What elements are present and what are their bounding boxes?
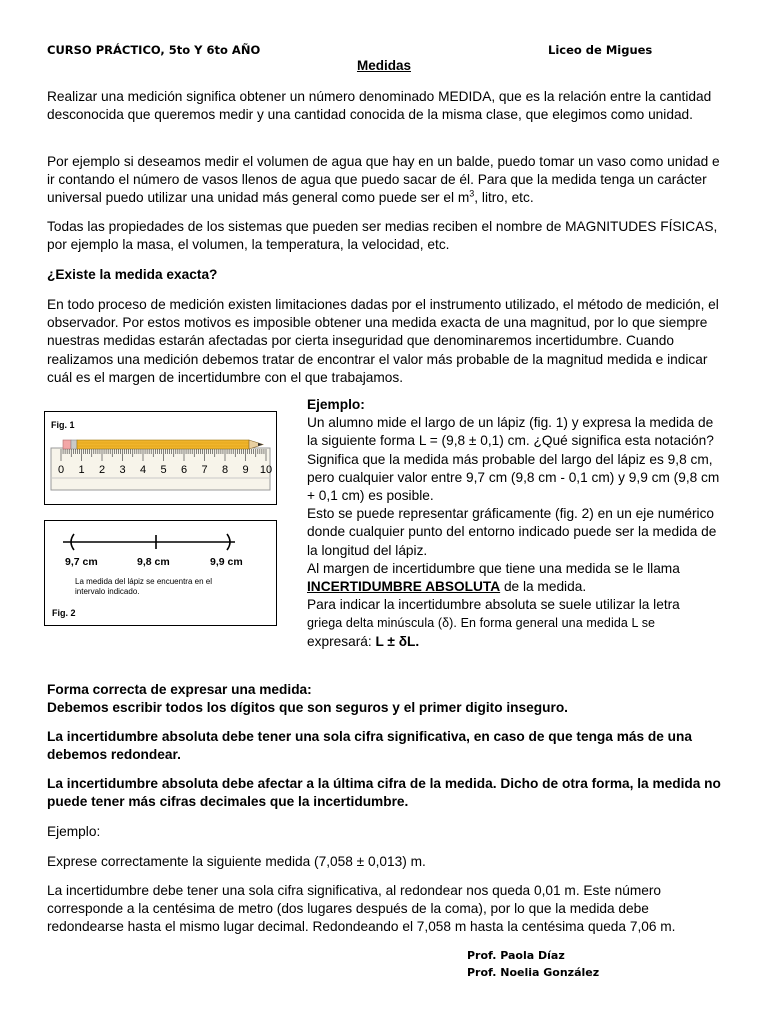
signature-line-1: Prof. Paola Díaz [467,949,565,962]
rule-1-body: Debemos escribir todos los dígitos que son seguros y el primer digito inseguro. [47,700,568,716]
example-heading: Ejemplo: [307,397,365,412]
example-sentence-5-line-3 [307,633,723,651]
ruler-number: 4 [139,464,147,476]
value-lower: 9,7 cm [65,556,98,568]
intro-paragraph-2-end: , litro, etc. [474,190,534,206]
ruler-number: 6 [180,464,188,476]
pencil-icon [63,440,263,449]
example-sentence-4-end: de la medida. [500,579,587,595]
example-sentence-5-text: expresará: [307,633,376,649]
example-sentence-3: Esto se puede representar gráficamente (fig. 2) en un eje numérico donde cualquier punto del entorno indicado puede ser la medida de la longitud del lápiz. [307,506,717,558]
ruler-number: 7 [201,464,208,476]
figure-2 [44,520,277,626]
example-sentence-5-line-2: griega delta minúscula (δ). En forma general una medida L se [307,616,656,631]
rule-2: La incertidumbre absoluta debe tener una sola cifra significativa, en caso de que tenga más de una debemos redondear. [47,729,693,763]
school-header: Liceo de Migues [548,43,653,57]
example-sentence-1: Un alumno mide el largo de un lápiz (fig. 1) y expresa la medida de la siguiente forma L = (9,8 ± 0,1) cm. ¿Qué significa esta notación? [307,415,714,449]
intro-paragraph-3: Todas las propiedades de los sistemas que pueden ser medias reciben el nombre de MAGNITUDES FÍSICAS, por ejemplo la masa, el volumen, la temperatura, la velocidad, etc. [47,219,718,253]
fig2-caption-line-1: La medida del lápiz se encuentra en el [75,577,212,586]
number-line-illustration [45,521,276,625]
signature-block [467,947,599,981]
ruler-number: 1 [78,464,85,476]
ruler-number: 9 [242,464,249,476]
rule-1-title: Forma correcta de expresar una medida: [47,682,312,697]
ruler-illustration [45,412,276,504]
example-sentence-2: Significa que la medida más probable del largo del lápiz es 9,8 cm, pero cualquier valor entre 9,7 cm (9,8 cm - 0,1 cm) y 9,9 cm (9,8 cm + 0,1 cm) es posible. [307,451,720,504]
value-upper: 9,9 cm [210,556,243,568]
ruler-number: 2 [98,464,106,476]
incertidumbre-absoluta-term: INCERTIDUMBRE ABSOLUTA [307,579,501,595]
page-title: Medidas [356,58,411,73]
figure-1 [44,411,277,505]
exact-heading: ¿Existe la medida exacta? [47,267,218,282]
fig2-label: Fig. 2 [52,608,76,618]
exact-paragraph: En todo proceso de medición existen limitaciones dadas por el instrumento utilizado, el método de medición, el observador. Por estos motivos es imposible obtener una medida exacta de una magnitud, por lo que siempre nuestras medidas estarán afectadas por cierta inseguridad que denominaremos incertidumbre. Cuando realizamos una medición debemos tratar de encontrar el valor más probable de la magnitud medida e indicar cuál es el margen de incertidumbre con el que trabajamos. [47,297,719,385]
ruler-number: 8 [221,464,229,476]
intro-paragraph-1: Realizar una medición significa obtener un número denominado MEDIDA, que es la relación entre la cantidad desconocida que queremos medir y una cantidad conocida de la misma clase, que elegimos como unidad. [47,89,712,123]
rule-1 [47,681,723,717]
example-2-answer: La incertidumbre debe tener una sola cifra significativa, al redondear nos queda 0,01 m. Este número corresponde a la centésima de metro (dos lugares después de la coma), por lo que la medida debe redondearse hasta el mismo lugar decimal. Redondeando el 7,058 m hasta la centésima queda 7,06 m. [47,883,676,935]
example-section [307,396,723,651]
general-formula: L ± δL. [375,633,420,649]
example-2-prompt: Exprese correctamente la siguiente medida (7,058 ± 0,013) m. [47,854,426,869]
ruler-number: 0 [57,464,65,476]
intro-paragraph-2 [47,153,723,208]
value-center: 9,8 cm [137,556,170,568]
example-sentence-4 [307,560,723,596]
superscript-3: 3 [469,188,475,199]
course-header: CURSO PRÁCTICO, 5to Y 6to AÑO [47,43,261,57]
example-2-heading: Ejemplo: [47,824,101,839]
example-sentence-4-text: Al margen de incertidumbre que tiene una medida se le llama [307,560,680,576]
rule-3: La incertidumbre absoluta debe afectar a la última cifra de la medida. Dicho de otra forma, la medida no puede tener más cifras decimales que la incertidumbre. [47,776,721,810]
ruler-number: 3 [119,464,126,476]
ruler-number: 10 [259,464,273,476]
fig2-caption-line-2: intervalo indicado. [75,587,140,596]
signature-line-2: Prof. Noelia González [467,966,600,979]
example-sentence-5-line-1: Para indicar la incertidumbre absoluta se suele utilizar la letra [307,597,680,613]
intro-paragraph-2-text: Por ejemplo si deseamos medir el volumen de agua que hay en un balde, puedo tomar un vaso como unidad e ir contando el número de vasos llenos de agua que puedo sacar de él. Para que la medida tenga un carácter universal puedo utilizar una unidad más general como puede ser el m [47,154,720,206]
fig1-label: Fig. 1 [51,420,75,430]
ruler-number: 5 [160,464,167,476]
